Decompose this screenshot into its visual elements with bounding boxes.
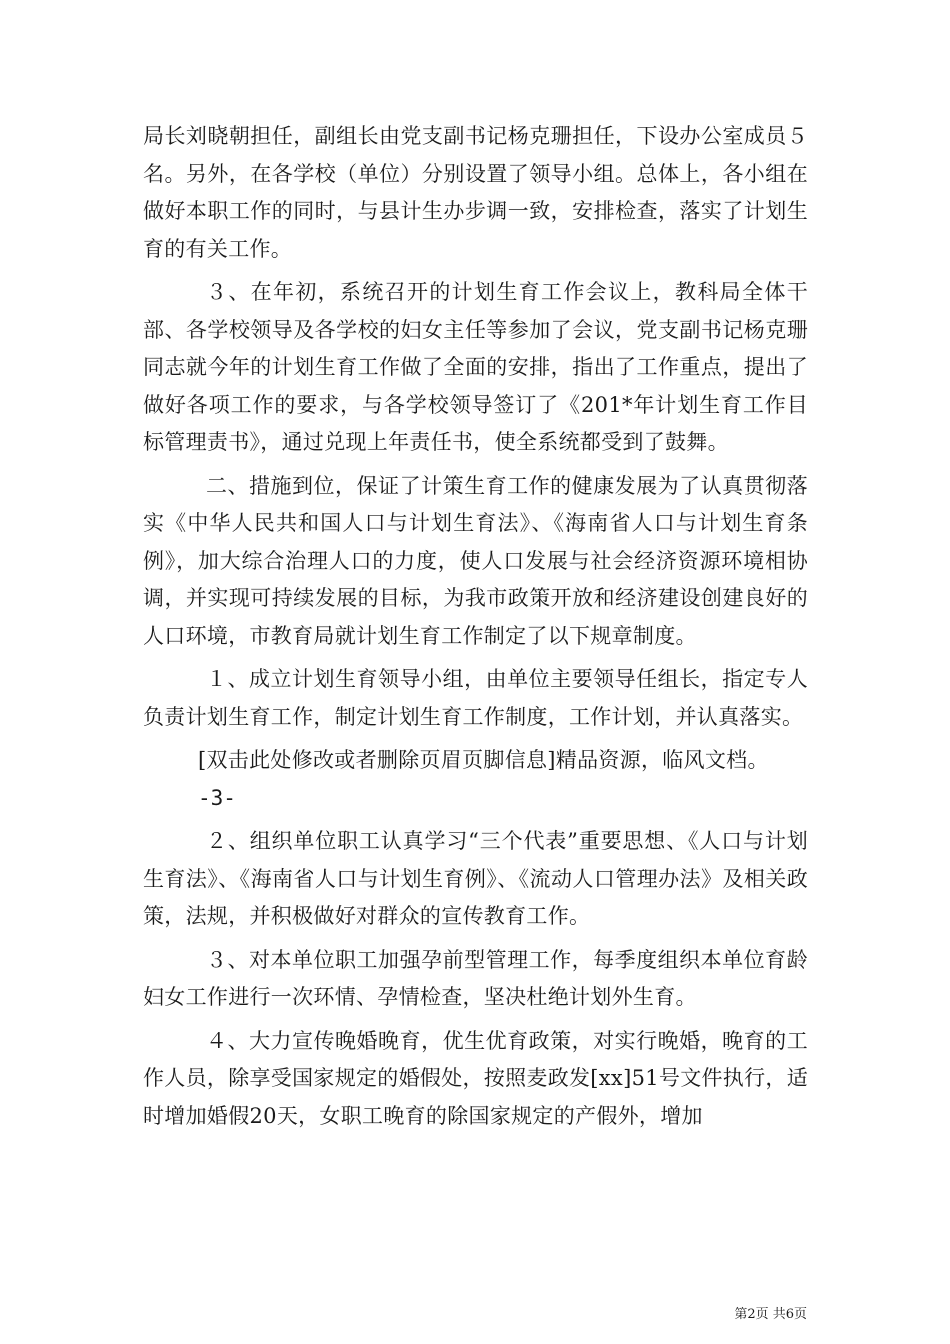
- paragraph-meeting: ３、在年初，系统召开的计划生育工作会议上，教科局全体干部、各学校领导及各学校的妇女主任等参加了会议，党支副书记杨克珊同志就今年的计划生育工作做了全面的安排，指出了工作重点，提出了做好各项工作的要求，与各学校领导签订了《201*年计划生育工作目标管理责书》，通过兑现上年责任书，使全系统都受到了鼓舞。: [143, 280, 808, 454]
- paragraph-item-4: ４、大力宣传晚婚晚育，优生优育政策，对实行晚婚，晚育的工作人员，除享受国家规定的婚假处，按照麦政发[xx]51号文件执行，适时增加婚假20天，女职工晚育的除国家规定的产假外，增加: [143, 1028, 808, 1128]
- header-footer-note[interactable]: [双击此处修改或者删除页眉页脚信息]精品资源，临风文档。: [198, 748, 769, 772]
- page-counter: 第2页 共6页: [734, 1307, 807, 1322]
- paragraph-item-2: ２、组织单位职工认真学习“三个代表”重要思想、《人口与计划生育法》、《海南省人口与计划生育例》、《流动人口管理办法》及相关政策，法规，并积极做好对群众的宣传教育工作。: [143, 829, 808, 928]
- paragraph-item-1: １、成立计划生育领导小组，由单位主要领导任组长，指定专人负责计划生育工作，制定计划生育工作制度，工作计划，并认真落实。: [143, 667, 808, 729]
- page-mark: -3-: [198, 785, 236, 810]
- paragraph-measures: 二、措施到位，保证了计策生育工作的健康发展为了认真贯彻落实《中华人民共和国人口与计划生育法》、《海南省人口与计划生育条例》，加大综合治理人口的力度，使人口发展与社会经济资源环境相协调，并实现可持续发展的目标，为我市政策开放和经济建设创建良好的人口环境，市教育局就计划生育工作制定了以下规章制度。: [143, 473, 808, 648]
- paragraph-item-3: ３、对本单位职工加强孕前型管理工作，每季度组织本单位育龄妇女工作进行一次环情、孕情检查，坚决杜绝计划外生育。: [143, 947, 808, 1009]
- paragraph-leadership-group: 局长刘晓朝担任，副组长由党支副书记杨克珊担任，下设办公室成员５名。另外，在各学校（单位）分别设置了领导小组。总体上，各小组在做好本职工作的同时，与县计生办步调一致，安排检查，落实了计划生育的有关工作。: [143, 124, 808, 261]
- document-body: [143, 118, 808, 1141]
